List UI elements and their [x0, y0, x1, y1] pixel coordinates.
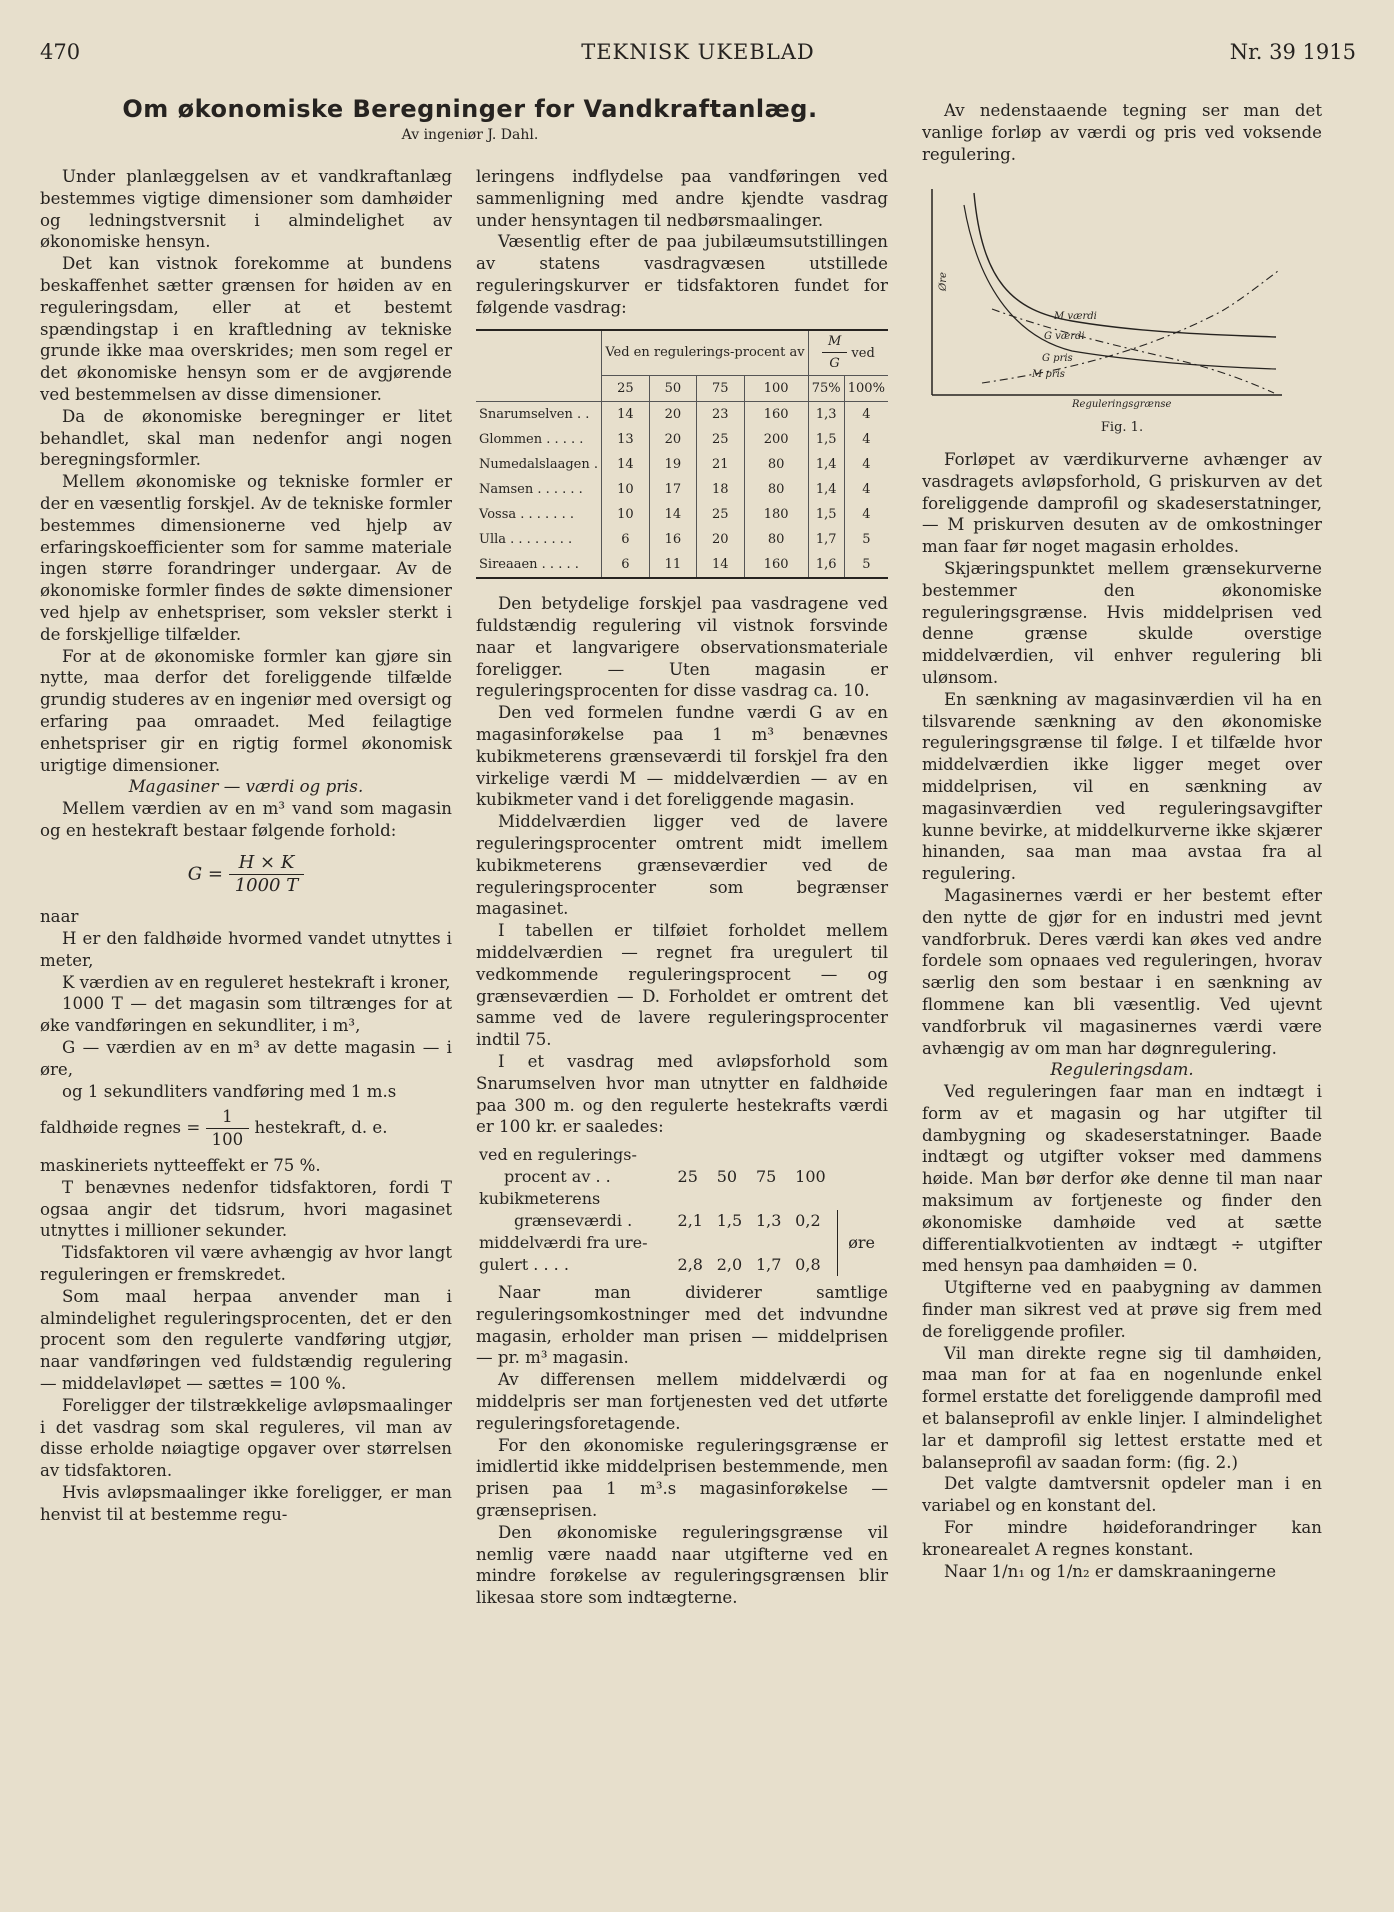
vt-spacer [838, 1188, 888, 1210]
table-cell: 1,4 [808, 452, 844, 477]
vt-col-header: 50 [716, 1167, 738, 1187]
table-row-label: Sireaaen . . . . . [476, 552, 602, 578]
table-row [476, 427, 888, 452]
table-cell: 80 [744, 527, 808, 552]
column-2 [476, 166, 888, 1609]
curve-label-gpris: G pris [1042, 353, 1073, 365]
example-values-table [476, 1144, 888, 1276]
table-cell: 13 [602, 427, 649, 452]
paragraph: Da de økonomiske beregninger er litet behandlet, skal man nedenfor angi nogen beregningsformler. [40, 406, 452, 470]
paragraph: Vil man direkte regne sig til damhøiden, maa man for at faa en nogenlunde enkel formel erstatte det foreliggende damprofil med et balanseprofil av enkle linjer. I almindelighet lar et damprofil sig lettest erstatte med et balanseprofil av saadan form: (fig. 2.) [922, 1343, 1322, 1472]
m-price-curve [982, 271, 1278, 383]
table-cell: 4 [844, 402, 888, 428]
table-cell: 4 [844, 452, 888, 477]
table-cell: 6 [602, 552, 649, 578]
paragraph: For den økonomiske reguleringsgrænse er imidlertid ikke middelprisen bestemmende, men prisen paa 1 m³.s magasinforøkelse — grænseprisen. [476, 1435, 888, 1521]
paragraph: Mellem økonomiske og tekniske formler er der en væsentlig forskjel. Av de tekniske formler bestemmes dimensionerne ved hjelp av erfaringskoefficienter som for samme materiale ingen større forandringer undergaar. Av de økonomiske formler findes de søkte dimensioner ved hjelp av enhetspriser, som veksler sterkt i de forskjellige tilfælder. [40, 472, 452, 644]
page-number: 470 [40, 40, 81, 64]
paragraph: Mellem værdien av en m³ vand som magasin og en hestekraft bestaar følgende forhold: [40, 799, 452, 840]
table-cell: 1,4 [808, 477, 844, 502]
value-price-diagram [922, 171, 1322, 411]
paragraph: Middelværdien ligger ved de lavere reguleringsprocenter omtrent midt imellem kubikmeterens grænseværdier ved de reguleringsprocenter som begrænser magasinet. [476, 812, 888, 919]
vt-cell: 2,0 [716, 1255, 743, 1275]
paragraph: Tidsfaktoren vil være avhængig av hvor langt reguleringen er fremskredet. [40, 1243, 452, 1285]
paragraph: Foreligger der tilstrækkelige avløpsmaalinger i det vasdrag som skal reguleres, vil man av disse erholde nøiagtige opgaver over størrelsen av tidsfaktoren. [40, 1395, 452, 1481]
paragraph: Magasinernes værdi er her bestemt efter den nytte de gjør for en industri med jevnt vandforbruk. Deres værdi kan økes ved andre fordele som opnaaes ved reguleringen, hvorav særlig den som bestaar i en sænkning av flommene kan bli væsentlig. Ved ujevnt vandforbruk vil magasinernes værdi være avhængig av om man har døgnregulering. [922, 885, 1322, 1058]
paragraph: Naar 1/n₁ og 1/n₂ er damskraaningerne [944, 1561, 1277, 1581]
figure-caption: Fig. 1. [1100, 420, 1144, 436]
vt-col-header: 100 [795, 1167, 826, 1187]
paragraph: Væsentlig efter de paa jubilæumsutstillingen av statens vasdragvæsen utstillede reguleringskurver er tidsfaktoren fundet for følgende vasdrag: [476, 232, 888, 317]
table-cell: 5 [844, 527, 888, 552]
paragraph: Naar man dividerer samtlige reguleringsomkostninger med det indvundne magasin, erholder man prisen — middelprisen — pr. m³ magasin. [476, 1283, 888, 1368]
section-heading: Reguleringsdam. [1050, 1060, 1194, 1080]
journal-title: TEKNISK UKEBLAD [581, 40, 815, 64]
vt-cell: 1,7 [755, 1255, 782, 1275]
ratio-suffix: ved [851, 345, 875, 361]
vt-label: procent av . . [504, 1167, 611, 1187]
table-group-header: Ved en regulerings-procent av [602, 330, 809, 376]
table-header-blank [476, 376, 602, 402]
table-row-label: Glommen . . . . . [479, 431, 584, 447]
definition: 1000 T — det magasin som tiltrænges for at øke vandføringen en sekundliter, i m³, [40, 994, 452, 1036]
table-column-header: 75 [697, 376, 744, 402]
table-cell: 1,3 [808, 402, 844, 428]
table-cell: 20 [697, 527, 744, 552]
table-cell: 6 [602, 527, 649, 552]
table-cell: 20 [649, 427, 696, 452]
ratio-top: M [822, 331, 847, 354]
table-body [476, 402, 888, 579]
table-row [476, 452, 888, 477]
paragraph: Ved reguleringen faar man en indtægt i form av et magasin og har utgifter til dambygning og skadeserstatninger. Baade indtægt og utgifter vokser med dammens høide. Man bør derfor øke denne til man naar maksimum av fortjeneste og finder den økonomiske damhøide ved at sætte differentialkvotienten av indtægt ÷ utgifter med hensyn paa damhøiden = 0. [922, 1082, 1322, 1276]
paragraph: Den ved formelen fundne værdi G av en magasinforøkelse paa 1 m³ benævnes kubikmeterens grænseværdi til forskjel fra den virkelige værdi M — middelværdien — av en kubikmeter vand i det foreliggende magasin. [476, 703, 888, 810]
vt-cell: 0,8 [795, 1255, 821, 1275]
table-column-header-row [476, 376, 888, 402]
table-column-header: 100% [844, 376, 888, 402]
table-row [476, 477, 888, 502]
table-column-header: 75% [808, 376, 844, 402]
table-row [476, 402, 888, 428]
g-price-curve [992, 309, 1274, 393]
x-axis-label: Reguleringsgrænse [1072, 399, 1172, 411]
inline-fraction [206, 1106, 250, 1151]
table-row-label: Namsen . . . . . . [479, 481, 583, 497]
table-row-label: Numedalslaagen . [479, 456, 598, 472]
issue-number: Nr. 39 1915 [1229, 40, 1356, 64]
paragraph: I tabellen er tilføiet forholdet mellem middelværdien — regnet fra uregulert til vedkommende reguleringsprocent — og grænseværdien — D. Forholdet er omtrent det samme ved de lavere reguleringsprocenter indtil 75. [476, 921, 888, 1050]
ratio-fraction [822, 331, 847, 376]
vt-cell: 1,5 [716, 1211, 743, 1231]
y-axis-label: Øre [938, 272, 949, 292]
paragraph: Av nedenstaaende tegning ser man det vanlige forløp av værdi og pris ved voksende regulering. [922, 101, 1322, 164]
table-row [476, 552, 888, 578]
vt-unit [838, 1210, 888, 1276]
vt-cell: 2,8 [677, 1255, 703, 1275]
table-row-label: Snarumselven . . [479, 406, 590, 422]
vt-label: ved en regulerings- [479, 1145, 637, 1165]
table-cell: 16 [649, 527, 696, 552]
column-3 [922, 100, 1322, 1582]
table-row [476, 527, 888, 552]
vt-spacer [838, 1166, 888, 1188]
table-cell: 10 [602, 477, 649, 502]
paragraph: I et vasdrag med avløpsforhold som Snarumselven hvor man utnytter en faldhøide paa 300 m. og den regulerte hestekrafts værdi er 100 kr. er saaledes: [476, 1051, 888, 1137]
table-cell: 160 [744, 552, 808, 578]
vt-spacer [838, 1144, 888, 1166]
definition: og 1 sekundliters vandføring med 1 m.s [62, 1081, 397, 1101]
paragraph: Hvis avløpsmaalinger ikke foreligger, er man henvist til at bestemme regu- [40, 1483, 452, 1524]
m-value-curve [974, 193, 1276, 337]
table-ratio-header [808, 330, 888, 376]
paragraph: Den økonomiske reguleringsgrænse vil nemlig være naadd naar utgifterne ved en mindre forøkelse av reguleringsgrænsen blir likesaa store som indtægterne. [476, 1522, 888, 1608]
definition: G — værdien av en m³ av dette magasin — i øre, [40, 1038, 452, 1079]
table-cell: 160 [744, 402, 808, 428]
table-row-label: Vossa . . . . . . . [479, 506, 574, 522]
formula-numerator: H × K [229, 852, 305, 875]
page-header [40, 40, 1356, 70]
curve-label-g: G værdi [1044, 331, 1085, 343]
paragraph: En sænkning av magasinværdien vil ha en tilsvarende sænkning av den økonomiske reguleringsgrænse til følge. I et tilfælde hvor middelværdien ikke ligger meget over middelprisen, vil en sænkning av magasinværdien ved reguleringsavgifter kunne bevirke, at middelkurverne ikke skjærer hinanden, saa man maa avstaa fra al regulering. [922, 689, 1322, 884]
table-cell: 14 [602, 402, 649, 428]
table-cell: 14 [649, 502, 696, 527]
table-cell: 1,5 [808, 502, 844, 527]
table-column-header: 100 [744, 376, 808, 402]
table-cell: 21 [697, 452, 744, 477]
table-cell: 1,7 [808, 527, 844, 552]
paragraph: For at de økonomiske formler kan gjøre sin nytte, maa derfor det foreliggende tilfælde grundig studeres av en ingeniør med oversigt og erfaring paa omraadet. Med feilagtige enhetspriser gir en rigtig formel økonomisk urigtige dimensioner. [40, 646, 452, 775]
paragraph: Som maal herpaa anvender man i almindelighet reguleringsprocenten, det er den procent som den regulerte vandføring utgjør, naar vandføringen ved fuldstændig regulering — middelavløpet — sættes = 100 %. [40, 1286, 452, 1394]
table-cell: 10 [602, 502, 649, 527]
paragraph: T benævnes nedenfor tidsfaktoren, fordi T ogsaa angir det tidsrum, hvori magasinet utnyttes i millioner sekunder. [40, 1177, 452, 1241]
figure-1 [922, 171, 1322, 439]
text-span: faldhøide regnes = [40, 1118, 201, 1138]
table-cell: 180 [744, 502, 808, 527]
fraction-denominator: 100 [211, 1130, 244, 1150]
table-corner [476, 330, 602, 376]
table-cell: 80 [744, 452, 808, 477]
table-cell: 1,5 [808, 427, 844, 452]
table-column-header: 25 [602, 376, 649, 402]
table-column-header: 50 [649, 376, 696, 402]
ratio-bottom: G [829, 356, 840, 372]
table-cell: 11 [649, 552, 696, 578]
vt-label: kubikmeterens [479, 1189, 601, 1209]
formula-lhs: G = [187, 863, 223, 884]
table-row [476, 502, 888, 527]
table-cell: 80 [744, 477, 808, 502]
table-cell: 4 [844, 477, 888, 502]
time-factor-table [476, 329, 888, 580]
vt-col-header: 75 [755, 1167, 777, 1187]
paragraph: naar [40, 907, 79, 927]
paragraph: Det kan vistnok forekomme at bundens beskaffenhet sætter grænsen for høiden av en reguleringsdam, eller at et bestemt spændingstap i en kraftledning av tekniske grunde ikke maa overskrides; men som regel er det økonomiske hensyn som er de avgjørende ved bestemmelsen av disse dimensioner. [40, 254, 452, 404]
table-cell: 17 [649, 477, 696, 502]
article-title: Om økonomiske Beregninger for Vandkraftanlæg. [122, 95, 818, 123]
vt-label: middelværdi fra ure- [479, 1233, 648, 1253]
vt-label: grænseværdi . [514, 1211, 633, 1231]
section-heading: Magasiner — værdi og pris. [128, 777, 364, 797]
text-span: hestekraft, d. e. [254, 1118, 388, 1138]
vt-cell: 1,3 [755, 1211, 782, 1231]
paragraph: Den betydelige forskjel paa vasdragene ved fuldstændig regulering vil vistnok forsvinde naar et langvarigere observationsmateriale foreligger. — Uten magasin er reguleringsprocenten for disse vasdrag ca. 10. [476, 594, 888, 701]
table-row-label: Ulla . . . . . . . . [479, 531, 573, 547]
table-cell: 4 [844, 427, 888, 452]
article-byline: Av ingeniør J. Dahl. [401, 127, 539, 143]
definition: maskineriets nytteeffekt er 75 %. [40, 1156, 321, 1176]
vt-cell: 2,1 [677, 1211, 703, 1231]
paragraph: For mindre høideforandringer kan kronearealet A regnes konstant. [922, 1518, 1322, 1559]
paragraph: Under planlæggelsen av et vandkraftanlæg bestemmes vigtige dimensioner som damhøider og ledningstversnit i almindelighet av økonomiske hensyn. [40, 167, 452, 252]
vt-col-header: 25 [677, 1167, 698, 1187]
table-cell: 25 [697, 502, 744, 527]
curve-label-m: M værdi [1054, 311, 1097, 323]
value-formula [40, 852, 452, 897]
table-cell: 18 [697, 477, 744, 502]
paragraph: leringens indflydelse paa vandføringen ved sammenligning med andre kjendte vasdrag under hensyntagen til nedbørsmaalinger. [476, 167, 888, 230]
definition: K værdien av en reguleret hestekraft i kroner, [62, 972, 451, 992]
table-cell: 5 [844, 552, 888, 578]
vt-cell: 0,2 [795, 1211, 821, 1231]
table-cell: 20 [649, 402, 696, 428]
column-1 [40, 166, 452, 1526]
table-cell: 23 [697, 402, 744, 428]
table-cell: 14 [602, 452, 649, 477]
definition-fraction-line [40, 1106, 452, 1151]
definition: H er den faldhøide hvormed vandet utnyttes i meter, [40, 929, 452, 970]
fraction-numerator: 1 [206, 1106, 250, 1129]
formula-denominator: 1000 T [234, 874, 299, 896]
table-cell: 200 [744, 427, 808, 452]
paragraph: Skjæringspunktet mellem grænsekurverne bestemmer den økonomiske reguleringsgrænse. Hvis middelprisen ved denne grænse skulde overstige middelværdien, vil enhver regulering bli ulønsom. [922, 558, 1322, 687]
table-cell: 4 [844, 502, 888, 527]
vt-label: gulert . . . . [479, 1255, 569, 1275]
paragraph: Av differensen mellem middelværdi og middelpris ser man fortjenesten ved det utførte reguleringsforetagende. [476, 1370, 888, 1433]
table-cell: 1,6 [808, 552, 844, 578]
vt-unit-label: øre [848, 1233, 875, 1253]
g-value-curve [964, 205, 1276, 369]
formula-fraction [229, 852, 305, 897]
paragraph: Forløpet av værdikurverne avhænger av vasdragets avløpsforhold, G priskurven av det foreliggende damprofil og skadeserstatninger, — M priskurven desuten av de omkostninger man faar før noget magasin erholdes. [922, 449, 1322, 557]
table-cell: 14 [697, 552, 744, 578]
paragraph: Det valgte damtversnit opdeler man i en variabel og en konstant del. [922, 1474, 1322, 1516]
curve-label-mpris: M pris [1032, 369, 1065, 381]
table-cell: 19 [649, 452, 696, 477]
table-cell: 25 [697, 427, 744, 452]
paragraph: Utgifterne ved en paabygning av dammen finder man sikrest ved at prøve sig frem med de foreliggende profiler. [922, 1278, 1322, 1341]
